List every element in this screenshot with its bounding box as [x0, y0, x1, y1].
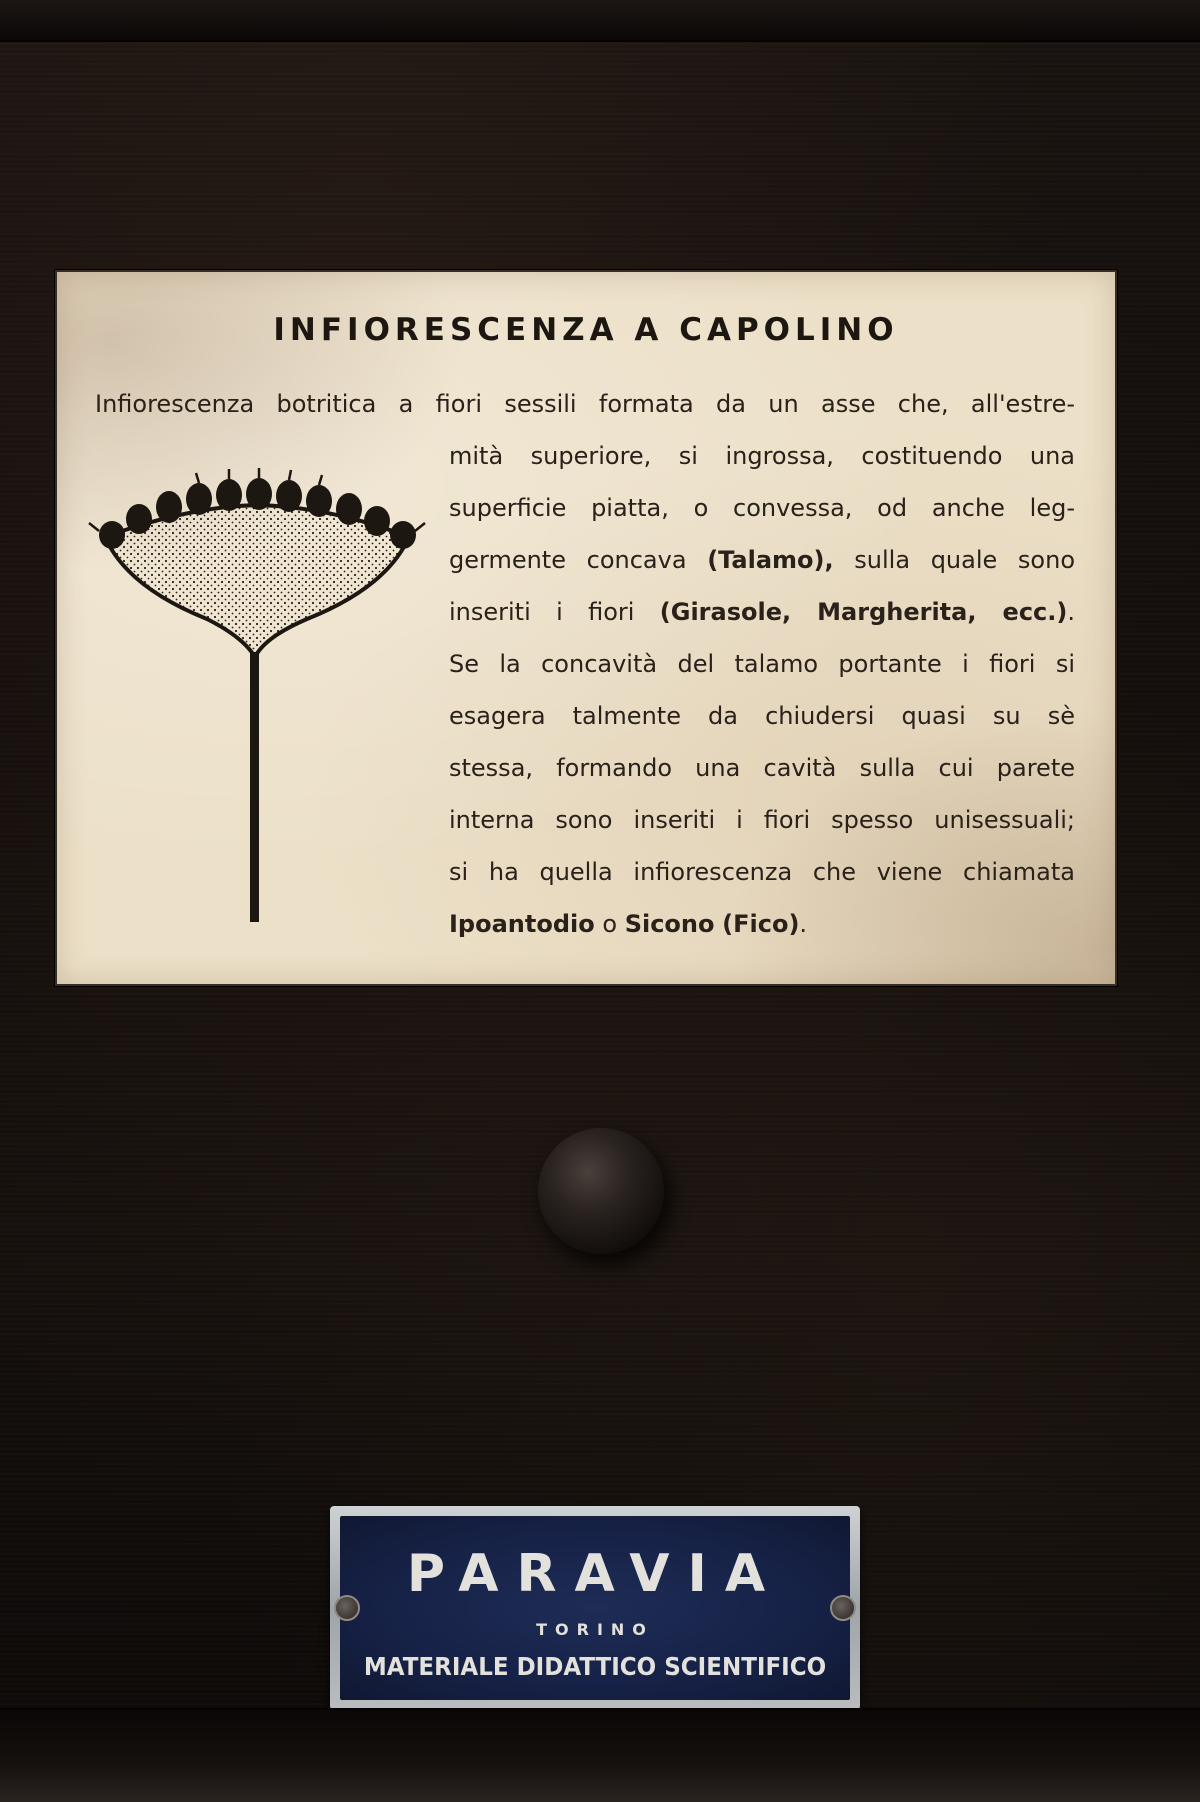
label-text-line: esagera talmente da chiudersi quasi su sè [449, 702, 1075, 730]
label-text-line: Ipoantodio o Sicono (Fico). [449, 910, 808, 938]
label-text-line: Infiorescenza botritica a fiori sessili formata da un asse che, all'estre- [95, 390, 1075, 418]
label-text-line: superficie piatta, o convessa, od anche leg- [449, 494, 1075, 522]
frame-bottom-rail [0, 1708, 1200, 1802]
label-text-line: germente concava (Talamo), sulla quale sono [449, 546, 1076, 574]
plaque-city: TORINO [536, 1620, 654, 1639]
label-text-line: stessa, formando una cavità sulla cui parete [449, 754, 1075, 782]
label-text-line: mità superiore, si ingrossa, costituendo una [449, 442, 1075, 470]
label-text-line: si ha quella infiorescenza che viene chiamata [449, 858, 1075, 886]
label-text-line: inseriti i fiori (Girasole, Margherita, ecc.). [449, 598, 1075, 626]
capitulum-flower-illustration-icon [87, 447, 427, 947]
drawer-knob[interactable] [538, 1128, 664, 1254]
label-text-line: Se la concavità del talamo portante i fiori si [449, 650, 1075, 678]
rivet-icon [334, 1595, 360, 1621]
label-title: INFIORESCENZA A CAPOLINO [273, 312, 899, 348]
plaque-subtitle: MATERIALE DIDATTICO SCIENTIFICO [363, 1652, 827, 1681]
plaque-brand: PARAVIA [406, 1544, 784, 1604]
label-text-line: interna sono inseriti i fiori spesso unisessuali; [449, 806, 1075, 834]
manufacturer-plaque [330, 1506, 860, 1710]
rivet-icon [830, 1595, 856, 1621]
frame-top-rail [0, 0, 1200, 42]
specimen-label [55, 270, 1117, 986]
stem-shape [250, 652, 259, 922]
plaque-enamel-panel [340, 1516, 850, 1700]
